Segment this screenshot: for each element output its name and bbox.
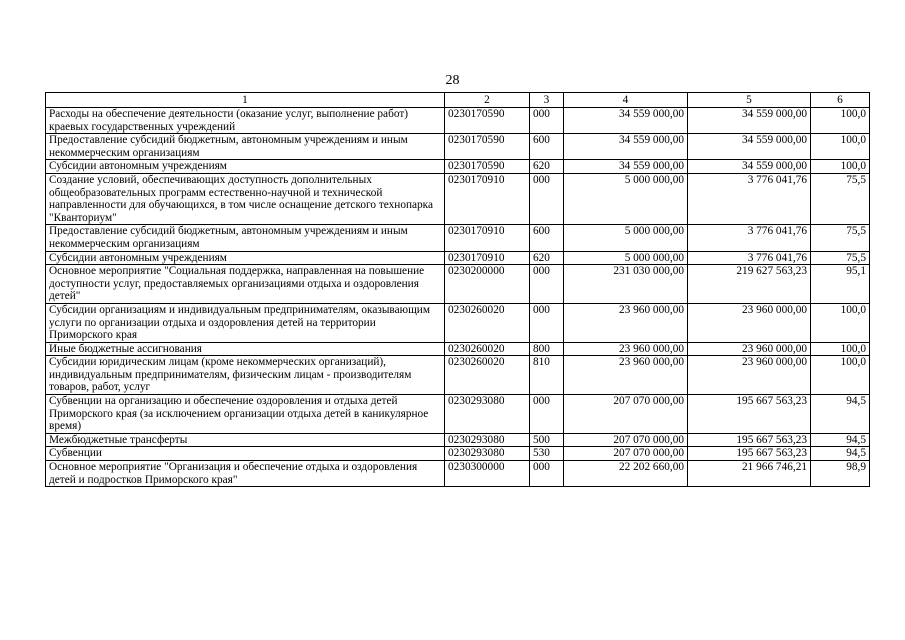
row-type: 500 — [530, 433, 564, 447]
header-col-6: 6 — [811, 93, 870, 108]
row-planned: 22 202 660,00 — [564, 461, 688, 487]
row-name: Создание условий, обеспечивающих доступность дополнительных общеобразовательных программ естественно-научной и технической направленности для обучающихся, в том числе оснащение детского технопарка "Кванториум" — [46, 173, 445, 224]
row-type: 600 — [530, 134, 564, 160]
row-type: 000 — [530, 395, 564, 434]
header-row — [46, 93, 870, 108]
row-planned: 207 070 000,00 — [564, 447, 688, 461]
header-col-4: 4 — [564, 93, 688, 108]
row-actual: 195 667 563,23 — [688, 395, 811, 434]
row-actual: 3 776 041,76 — [688, 225, 811, 251]
row-type: 800 — [530, 342, 564, 356]
page-number: 28 — [445, 73, 460, 88]
row-name: Субсидии автономным учреждениям — [46, 160, 445, 174]
row-planned: 5 000 000,00 — [564, 173, 688, 224]
row-percent: 94,5 — [811, 433, 870, 447]
row-type: 000 — [530, 173, 564, 224]
row-actual: 3 776 041,76 — [688, 251, 811, 265]
row-name: Предоставление субсидий бюджетным, автономным учреждениям и иным некоммерческим организациям — [46, 225, 445, 251]
row-actual: 23 960 000,00 — [688, 303, 811, 342]
row-planned: 5 000 000,00 — [564, 251, 688, 265]
table-row — [46, 342, 870, 356]
header-col-1: 1 — [46, 93, 445, 108]
table-row — [46, 433, 870, 447]
row-type: 620 — [530, 160, 564, 174]
row-code: 0230170910 — [445, 251, 530, 265]
row-type: 810 — [530, 356, 564, 395]
table-row — [46, 395, 870, 434]
row-name: Субсидии юридическим лицам (кроме некоммерческих организаций), индивидуальным предпринимателям, физическим лицам - производителям товаров, работ, услуг — [46, 356, 445, 395]
row-code: 0230293080 — [445, 395, 530, 434]
header-col-3: 3 — [530, 93, 564, 108]
row-type: 000 — [530, 265, 564, 304]
table-row — [46, 160, 870, 174]
row-actual: 23 960 000,00 — [688, 342, 811, 356]
row-actual: 23 960 000,00 — [688, 356, 811, 395]
row-planned: 34 559 000,00 — [564, 134, 688, 160]
row-planned: 34 559 000,00 — [564, 108, 688, 134]
row-code: 0230260020 — [445, 356, 530, 395]
row-planned: 23 960 000,00 — [564, 356, 688, 395]
row-percent: 100,0 — [811, 134, 870, 160]
row-planned: 207 070 000,00 — [564, 433, 688, 447]
table-row — [46, 108, 870, 134]
row-percent: 100,0 — [811, 356, 870, 395]
row-name: Субсидии автономным учреждениям — [46, 251, 445, 265]
row-planned: 231 030 000,00 — [564, 265, 688, 304]
row-name: Субвенции — [46, 447, 445, 461]
row-percent: 75,5 — [811, 173, 870, 224]
row-percent: 100,0 — [811, 342, 870, 356]
header-col-2: 2 — [445, 93, 530, 108]
row-percent: 100,0 — [811, 160, 870, 174]
row-type: 530 — [530, 447, 564, 461]
row-code: 0230300000 — [445, 461, 530, 487]
row-type: 600 — [530, 225, 564, 251]
row-code: 0230293080 — [445, 433, 530, 447]
row-actual: 195 667 563,23 — [688, 433, 811, 447]
row-code: 0230170910 — [445, 225, 530, 251]
row-code: 0230200000 — [445, 265, 530, 304]
row-percent: 75,5 — [811, 251, 870, 265]
row-percent: 100,0 — [811, 108, 870, 134]
row-name: Основное мероприятие "Организация и обеспечение отдыха и оздоровления детей и подростков Приморского края" — [46, 461, 445, 487]
row-percent: 75,5 — [811, 225, 870, 251]
row-type: 620 — [530, 251, 564, 265]
table-header — [46, 93, 870, 108]
row-name: Субвенции на организацию и обеспечение оздоровления и отдыха детей Приморского края (за исключением организации отдыха детей в каникулярное время) — [46, 395, 445, 434]
row-type: 000 — [530, 461, 564, 487]
row-planned: 34 559 000,00 — [564, 160, 688, 174]
row-name: Субсидии организациям и индивидуальным предпринимателям, оказывающим услуги по организации отдыха и оздоровления детей на территории Приморского края — [46, 303, 445, 342]
row-planned: 23 960 000,00 — [564, 342, 688, 356]
table-row — [46, 225, 870, 251]
table-row — [46, 447, 870, 461]
table-row — [46, 461, 870, 487]
row-code: 0230170590 — [445, 160, 530, 174]
table-row — [46, 173, 870, 224]
row-actual: 219 627 563,23 — [688, 265, 811, 304]
row-name: Предоставление субсидий бюджетным, автономным учреждениям и иным некоммерческим организациям — [46, 134, 445, 160]
table-row — [46, 251, 870, 265]
row-percent: 94,5 — [811, 395, 870, 434]
row-actual: 21 966 746,21 — [688, 461, 811, 487]
row-actual: 34 559 000,00 — [688, 134, 811, 160]
row-planned: 23 960 000,00 — [564, 303, 688, 342]
row-code: 0230260020 — [445, 342, 530, 356]
row-actual: 34 559 000,00 — [688, 108, 811, 134]
row-type: 000 — [530, 108, 564, 134]
row-code: 0230170590 — [445, 108, 530, 134]
table-row — [46, 303, 870, 342]
row-percent: 95,1 — [811, 265, 870, 304]
row-actual: 195 667 563,23 — [688, 447, 811, 461]
header-col-5: 5 — [688, 93, 811, 108]
row-planned: 207 070 000,00 — [564, 395, 688, 434]
row-name: Основное мероприятие "Социальная поддержка, направленная на повышение доступности услуг, предоставляемых организациями отдыха и оздоровления детей" — [46, 265, 445, 304]
row-code: 0230170590 — [445, 134, 530, 160]
row-planned: 5 000 000,00 — [564, 225, 688, 251]
budget-table — [45, 92, 870, 487]
row-percent: 94,5 — [811, 447, 870, 461]
row-code: 0230260020 — [445, 303, 530, 342]
row-percent: 98,9 — [811, 461, 870, 487]
table-row — [46, 356, 870, 395]
table-body — [46, 108, 870, 487]
table-row — [46, 134, 870, 160]
row-type: 000 — [530, 303, 564, 342]
table-row — [46, 265, 870, 304]
row-name: Иные бюджетные ассигнования — [46, 342, 445, 356]
row-code: 0230170910 — [445, 173, 530, 224]
row-name: Межбюджетные трансферты — [46, 433, 445, 447]
row-code: 0230293080 — [445, 447, 530, 461]
row-name: Расходы на обеспечение деятельности (оказание услуг, выполнение работ) краевых государственных учреждений — [46, 108, 445, 134]
row-actual: 3 776 041,76 — [688, 173, 811, 224]
row-actual: 34 559 000,00 — [688, 160, 811, 174]
row-percent: 100,0 — [811, 303, 870, 342]
